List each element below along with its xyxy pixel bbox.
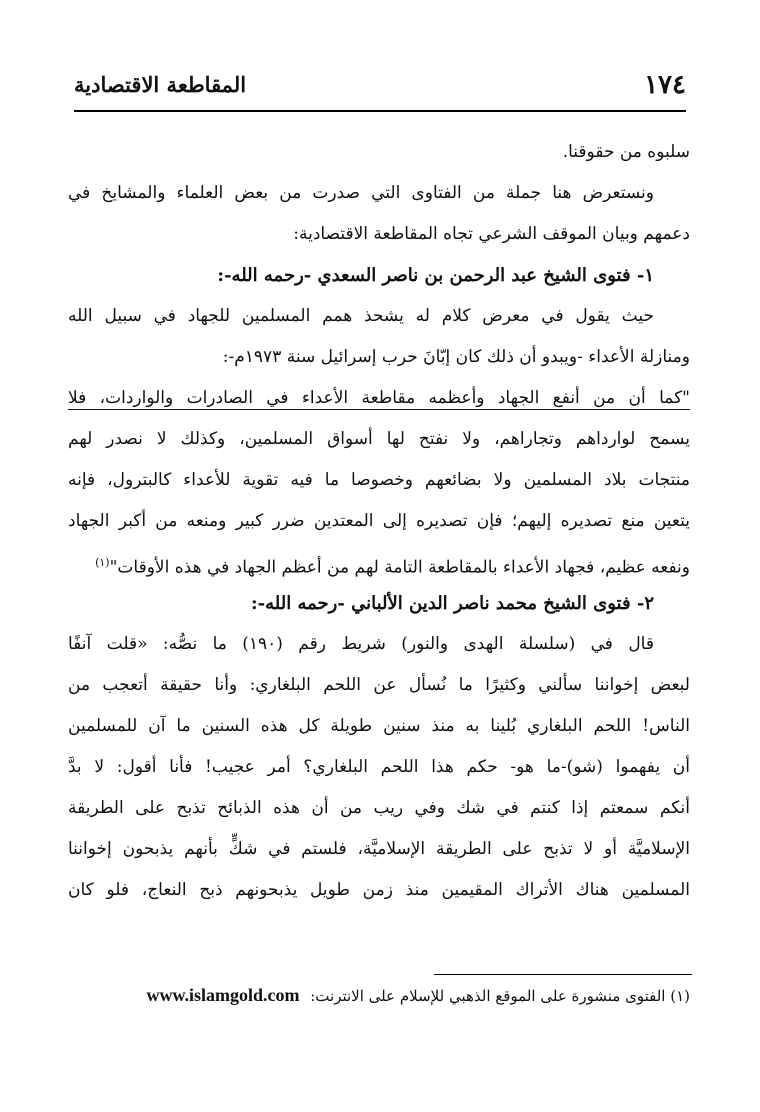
text-line: منتجات بلاد المسلمين ولا بضائعهم وخصوصا ما فيه تقوية للأعداء كالبترول، فإنه [68,470,690,490]
text-line: لبعض إخواننا سألني وكثيرًا ما نُسأل عن اللحم البلغاري: وأنا حقيقة أتعجب من [68,675,690,695]
text-line: المسلمين هناك الأتراك المقيمين منذ زمن طويل يذبحونهم ذبح النعاج، فلو كان [68,880,690,900]
text-line: حيث يقول في معرض كلام له يشحذ همم المسلمين للجهاد في سبيل الله [68,306,654,326]
text-line: الإسلاميَّة أو لا تذبح على الطريقة الإسلاميَّة، فلستم في شكٍّ بأنهم يذبحون إخواننا [68,839,690,859]
page-number: ١٧٤ [644,70,686,100]
text-line: الناس! اللحم البلغاري بُلينا به منذ سنين طويلة كل هذه السنين ما آن للمسلمين [68,716,690,736]
header-divider [74,110,686,112]
footnote [90,985,690,1006]
text-line: ونفعه عظيم، فجهاد الأعداء بالمقاطعة التامة لهم من أعظم الجهاد في هذه الأوقات" [109,557,690,578]
footnote-text: (١) الفتوى منشورة على الموقع الذهبي للإسلام على الانترنت: [310,987,690,1005]
text-line: يتعين منع تصديره إليهم؛ فإن تصديره إلى المعتدين ضرر كبير ومنعه من أكبر الجهاد [68,511,690,531]
text-line: قال في (سلسلة الهدى والنور) شريط رقم (١٩٠) ما نصُّه: «قلت آنفًا [68,634,654,654]
body-text [68,132,690,911]
footnote-reference: (١) [95,556,110,569]
underlined-quote: "كما أن من أنفع الجهاد وأعظمه مقاطعة الأعداء في الصادرات والواردات، فلا [68,388,690,408]
running-title: المقاطعة الاقتصادية [74,72,247,97]
quote-end-line [68,542,690,583]
text-line: ونستعرض هنا جملة من الفتاوى التي صدرت من بعض العلماء والمشايخ في [68,183,654,203]
section-heading-albani: ٢- فتوى الشيخ محمد ناصر الدين الألباني -رحمه الله-: [251,593,654,614]
text-line: يسمح لوارداهم وتجاراهم، ولا نفتح لها أسواق المسلمين، وكذلك لا نصدر لهم [68,429,690,449]
text-line: سلبوه من حقوقنا. [562,142,690,162]
quote-line [68,378,690,419]
footnote-url: www.islamgold.com [146,985,300,1005]
text-line: ومنازلة الأعداء -ويبدو أن ذلك كان إبّانَ حرب إسرائيل سنة ١٩٧٣م-: [222,347,690,367]
text-line: أن يفهموا (شو)-ما هو- حكم هذا اللحم البلغاري؟ أمر عجيب! فأنا أقول: لا بدَّ [68,757,690,777]
footnote-divider [434,974,692,975]
text-line: دعمهم وبيان الموقف الشرعي تجاه المقاطعة الاقتصادية: [293,224,690,244]
section-heading-saadi: ١- فتوى الشيخ عبد الرحمن بن ناصر السعدي -رحمه الله-: [217,265,654,286]
text-line: أنكم سمعتم إذا كنتم في شك وفي ريب من أن هذه الذبائح تذبح على الطريقة [68,798,690,818]
page-header [74,66,686,110]
